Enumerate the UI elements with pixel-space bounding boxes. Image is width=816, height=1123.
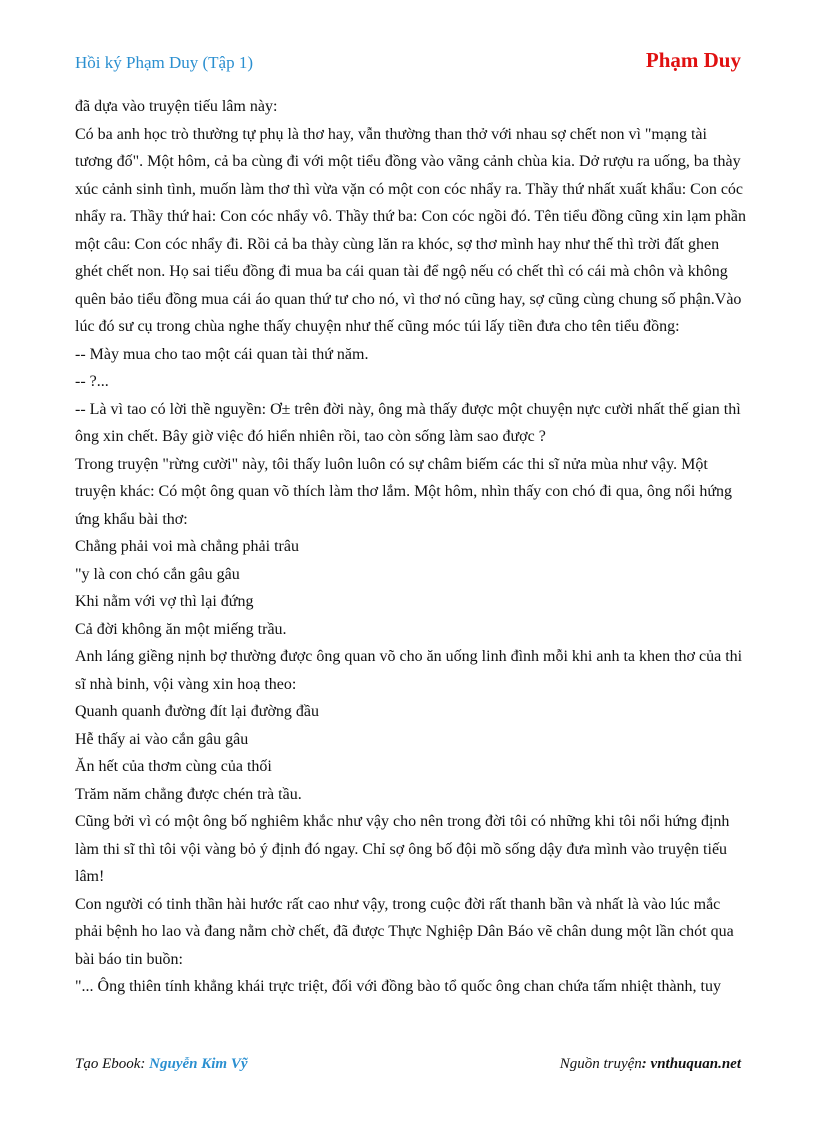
dialogue-line: -- Mày mua cho tao một cái quan tài thứ năm. xyxy=(75,345,369,363)
poem-line: Ăn hết của thơm cùng của thối xyxy=(75,758,272,775)
poem-line: "y là con chó cắn gâu gâu xyxy=(75,565,240,583)
paragraph: "... Ông thiên tính khẳng khái trực triệt, đối với đồng bào tổ quốc ông chan chứa tấm nhiệt thành, tuy xyxy=(75,978,721,995)
paragraph: đã dựa vào truyện tiếu lâm này: xyxy=(75,98,278,115)
author-name: Phạm Duy xyxy=(645,48,741,72)
paragraph: Cũng bởi vì có một ông bố nghiêm khắc như vậy cho nên trong đời tôi có những khi tôi nổi hứng định làm thi sĩ thì tôi vội vàng bỏ ý định đó ngay. Chỉ sợ ông bố đội mồ sống dậy đưa mình vào truyện tiếu lâm! xyxy=(75,813,730,885)
dialogue-line: -- ?... xyxy=(75,373,109,390)
poem-line: Khi nằm với vợ thì lại đứng xyxy=(75,593,254,610)
ebook-separator: : xyxy=(140,1056,150,1072)
page-header xyxy=(75,48,741,78)
source-separator: : xyxy=(641,1056,651,1072)
book-title: Hồi ký Phạm Duy (Tập 1) xyxy=(75,53,254,72)
paragraph: Có ba anh học trò thường tự phụ là thơ hay, vẫn thường than thở với nhau sợ chết non vì "mạng tài tương đố". Một hôm, cả ba cùng đi với một tiểu đồng vào vãng cảnh chùa kia. Dở rượu ra uống, ba thày xúc cảnh sinh tình, muốn làm thơ thì vừa vặn có một con cóc nhẩy ra. Thầy thứ nhất xuất khẩu: Con cóc nhẩy ra. Thầy thứ hai: Con cóc nhẩy vô. Thầy thứ ba: Con cóc ngồi đó. Tên tiểu đồng cũng xin lạm phần một câu: Con cóc nhẩy đi. Rồi cả ba thày cùng lăn ra khóc, sợ thơ mình hay như thế thì trời đất ghen ghét chết non. Họ sai tiểu đồng đi mua ba cái quan tài để ngộ nếu có chết thì có cái mà chôn và không quên bảo tiểu đồng mua cái áo quan thứ tư cho nó, vì thơ nó cũng hay, sợ cũng cùng chung số phận.Vào lúc đó sư cụ trong chùa nghe thấy chuyện như thế cũng móc túi lấy tiền đưa cho tên tiểu đồng: xyxy=(75,125,746,335)
source-label: Nguồn truyện xyxy=(559,1056,642,1072)
paragraph: Trong truyện "rừng cười" này, tôi thấy luôn luôn có sự châm biếm các thi sĩ nửa mùa như vậy. Một truyện khác: Có một ông quan võ thích làm thơ lắm. Một hôm, nhìn thấy con chó đi qua, ông nổi hứng ứng khẩu bài thơ: xyxy=(75,455,733,528)
ebook-creator: Nguyễn Kim Vỹ xyxy=(149,1056,248,1072)
ebook-credit xyxy=(75,1056,248,1073)
dialogue-line: -- Là vì tao có lời thề nguyền: Ơ± trên đời này, ông mà thấy được một chuyện nực cười nhất thế gian thì ông xin chết. Bây giờ việc đó hiển nhiên rồi, tao còn sống làm sao được ? xyxy=(75,400,741,445)
poem-line: Chẳng phải voi mà chẳng phải trâu xyxy=(75,538,299,555)
paragraph: Anh láng giềng nịnh bợ thường được ông quan võ cho ăn uống linh đình mỗi khi anh ta khen thơ của thi sĩ nhà binh, vội vàng xin hoạ theo: xyxy=(75,648,743,693)
source-site: vnthuquan.net xyxy=(650,1056,741,1072)
body-text xyxy=(75,93,747,1001)
paragraph: Con người có tinh thần hài hước rất cao như vậy, trong cuộc đời rất thanh bần và nhất là vào lúc mắc phải bệnh ho lao và đang nằm chờ chết, đã được Thực Nghiệp Dân Báo vẽ chân dung một lần chót qua bài báo tin buồn: xyxy=(75,895,734,968)
ebook-label: Tạo Ebook xyxy=(75,1056,141,1072)
poem-line: Trăm năm chẳng được chén trà tầu. xyxy=(75,785,302,803)
poem-line: Hễ thấy ai vào cắn gâu gâu xyxy=(75,730,249,748)
poem-line: Quanh quanh đường đít lại đường đầu xyxy=(75,703,320,720)
poem-line: Cả đời không ăn một miếng trầu. xyxy=(75,620,287,638)
source-credit xyxy=(560,1056,741,1073)
